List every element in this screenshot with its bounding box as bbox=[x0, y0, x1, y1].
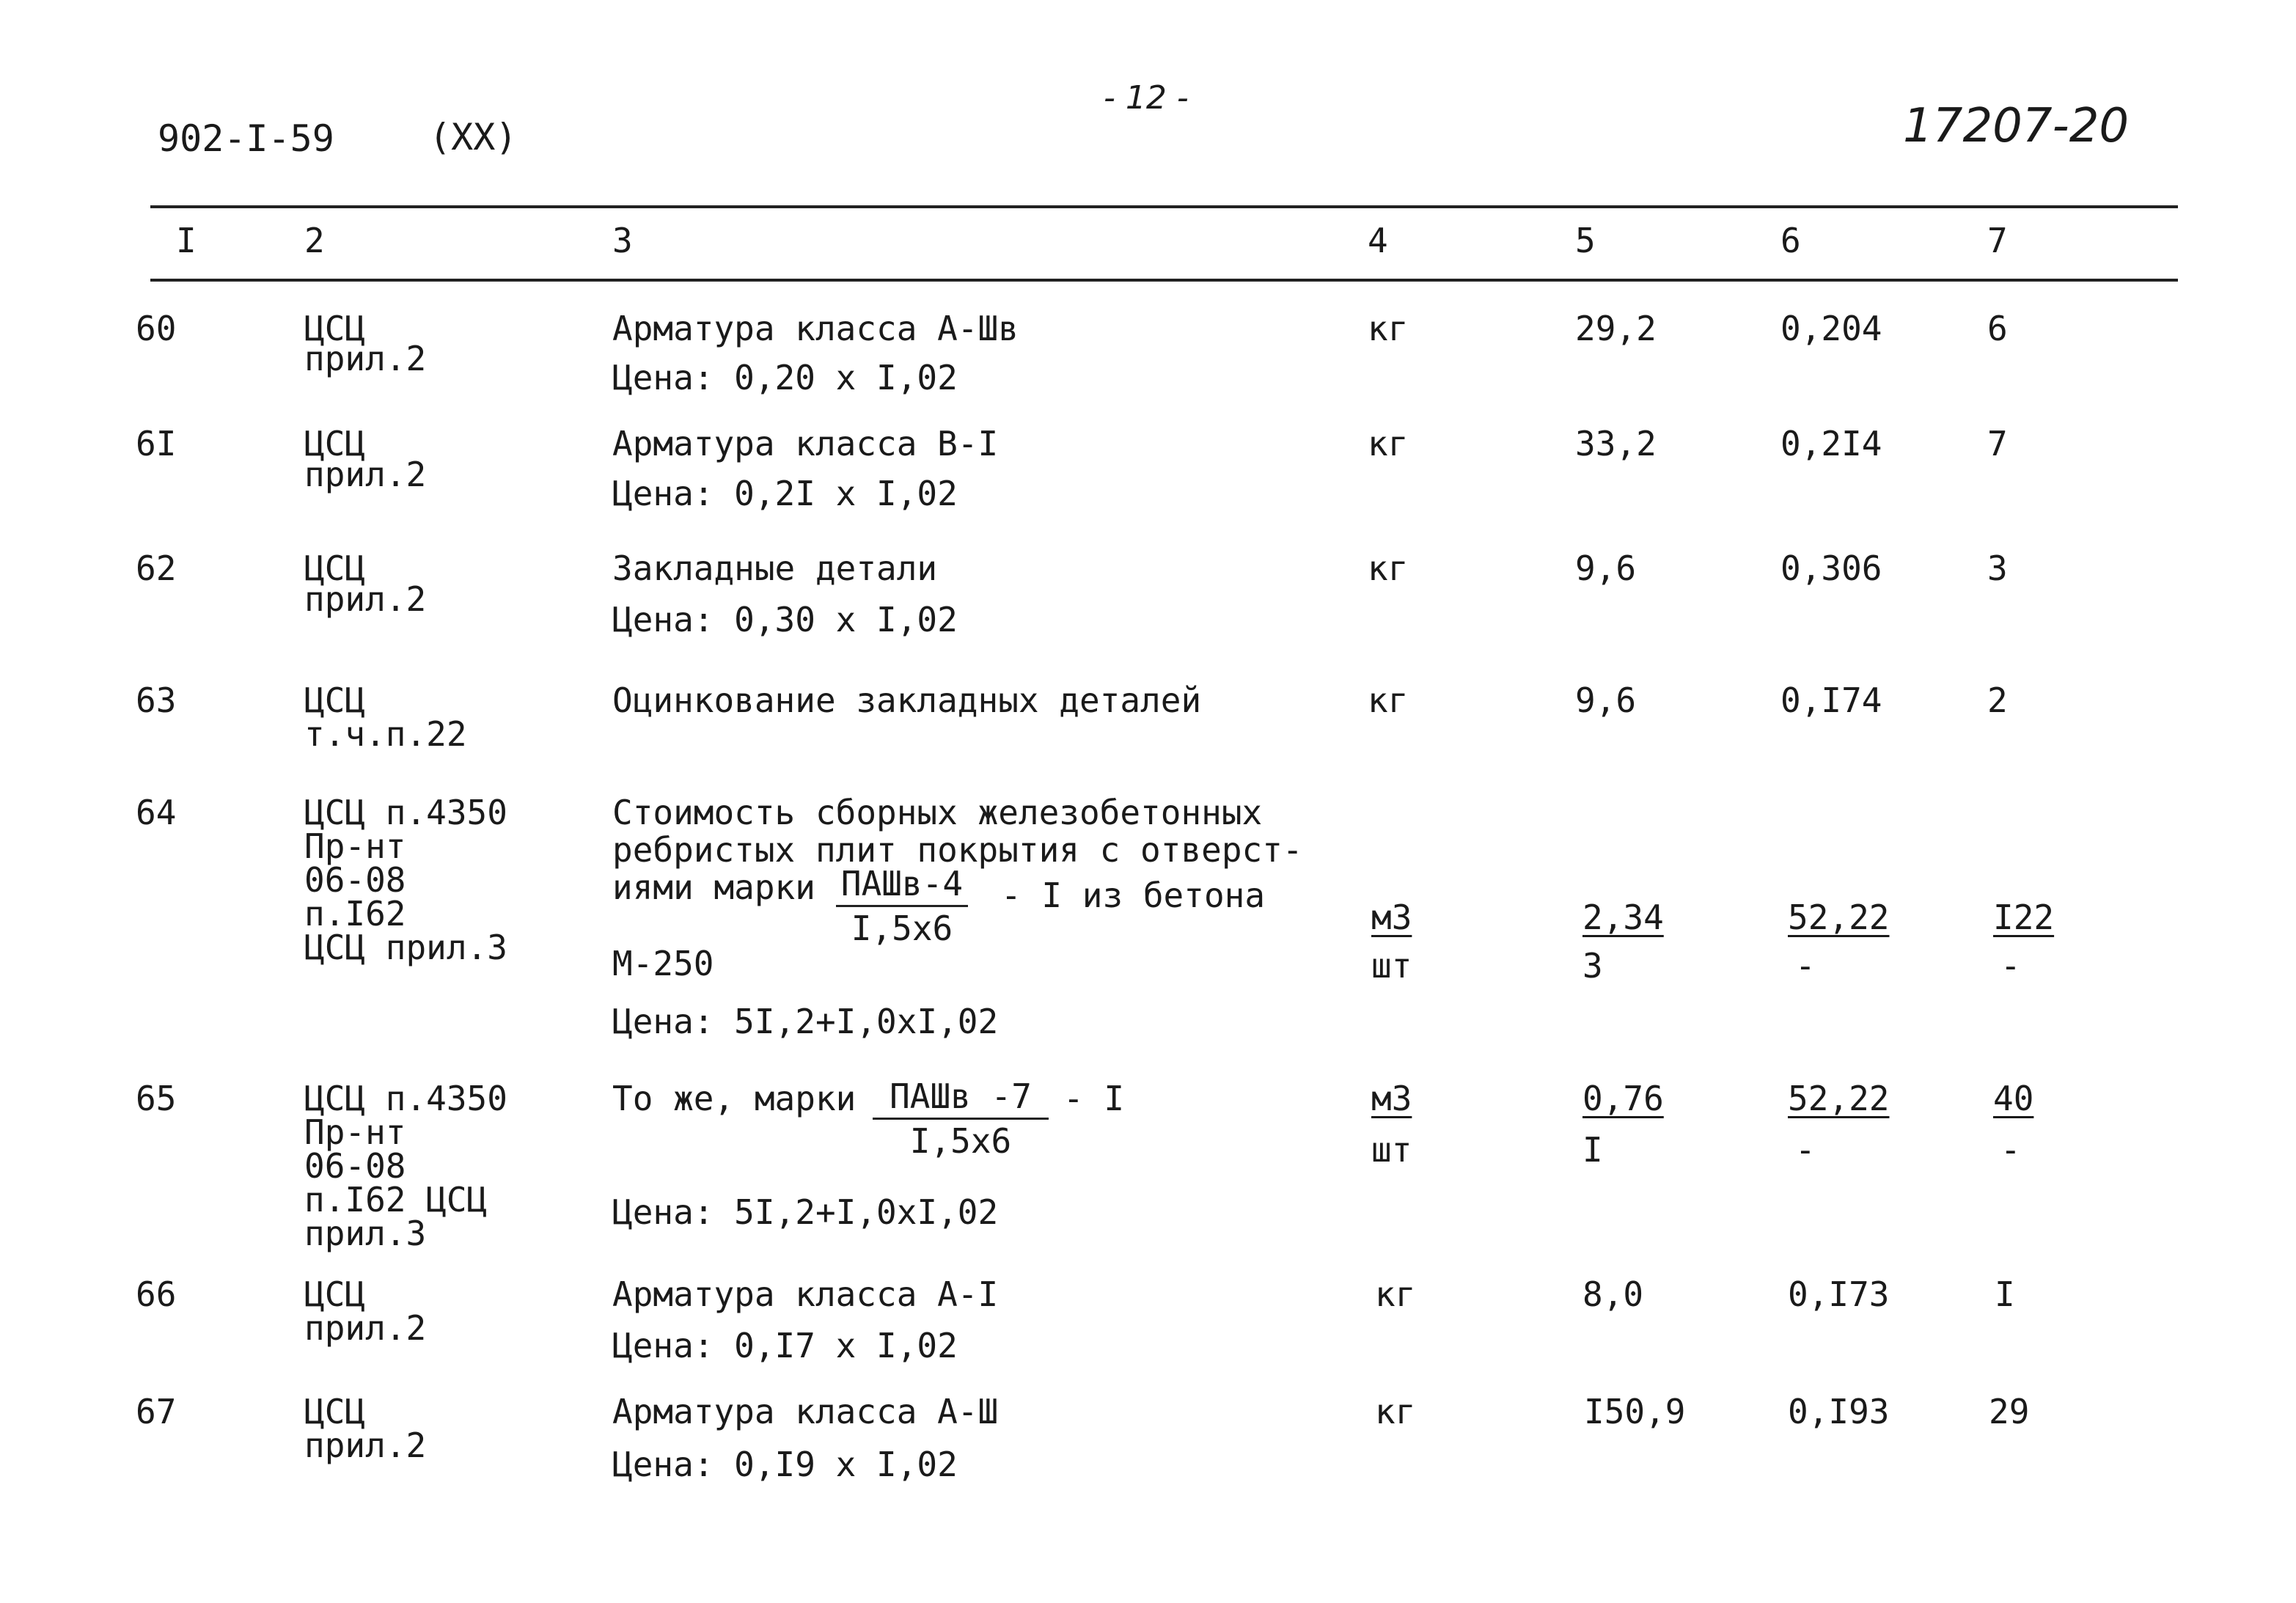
row-unit-cost: 0,306 bbox=[1780, 549, 1882, 588]
row-unit-cost-secondary: - bbox=[1795, 1130, 1816, 1170]
row-quantity-secondary: 3 bbox=[1582, 946, 1603, 986]
row-unit-cost: 52,22 bbox=[1788, 898, 1890, 937]
row-reference: ЦСЦ bbox=[304, 424, 366, 463]
row-total-secondary: - bbox=[2000, 946, 2021, 986]
row-reference-line5: ЦСЦ прил.3 bbox=[304, 928, 507, 967]
mark-denominator: I,5х6 bbox=[909, 1121, 1012, 1161]
row-reference-line2: прил.2 bbox=[304, 455, 427, 494]
row-price-formula: Цена: 5I,2+I,0хI,02 bbox=[612, 1002, 999, 1041]
row-description: Стоимость сборных железобетонных bbox=[612, 793, 1263, 832]
row-description-line3: иями марки bbox=[612, 867, 815, 907]
row-quantity: 8,0 bbox=[1582, 1274, 1644, 1314]
row-quantity: 29,2 bbox=[1575, 309, 1657, 348]
row-total: 6 bbox=[1987, 309, 2008, 348]
mark-numerator: ПАШв -7 bbox=[890, 1076, 1032, 1116]
row-unit: кг bbox=[1368, 309, 1409, 348]
column-header-2: 2 bbox=[304, 221, 325, 260]
header-top-rule bbox=[150, 205, 2178, 208]
row-number: 6I bbox=[136, 424, 177, 463]
row-quantity: 0,76 bbox=[1582, 1079, 1664, 1118]
row-unit-cost: 0,I93 bbox=[1788, 1392, 1890, 1431]
page-number: - 12 - bbox=[1104, 79, 1189, 117]
row-unit: кг bbox=[1368, 549, 1409, 588]
row-unit-cost: 52,22 bbox=[1788, 1079, 1890, 1118]
row-reference-line4: п.I62 bbox=[304, 894, 406, 933]
row-price-formula: Цена: 5I,2+I,0хI,02 bbox=[612, 1192, 999, 1232]
row-unit-secondary: шт bbox=[1371, 1130, 1412, 1170]
row-quantity: 9,6 bbox=[1575, 681, 1637, 720]
column-header-5: 5 bbox=[1575, 221, 1596, 260]
row-total: I22 bbox=[1993, 898, 2055, 937]
document-code: 902-I-59 bbox=[158, 117, 334, 160]
row-description: Арматура класса А-I bbox=[612, 1274, 999, 1314]
row-number: 62 bbox=[136, 549, 177, 588]
row-reference-line3: 06-08 bbox=[304, 860, 406, 900]
mark-fraction bbox=[873, 1076, 1049, 1161]
row-total: I bbox=[1995, 1274, 2015, 1314]
row-number: 66 bbox=[136, 1274, 177, 1314]
row-total: 3 bbox=[1987, 549, 2008, 588]
row-unit: кг bbox=[1368, 424, 1409, 463]
row-reference-line2: прил.2 bbox=[304, 1426, 427, 1465]
row-reference: ЦСЦ bbox=[304, 1274, 366, 1314]
row-description-tail: - I из бетона bbox=[1001, 876, 1266, 915]
concrete-grade: М-250 bbox=[612, 944, 714, 983]
row-description-line2: ребристых плит покрытия с отверст- bbox=[612, 830, 1303, 870]
row-unit-cost-secondary: - bbox=[1795, 946, 1816, 986]
row-description: То же, марки bbox=[612, 1079, 857, 1118]
column-header-1: I bbox=[176, 221, 197, 260]
row-reference: ЦСЦ bbox=[304, 549, 366, 588]
row-unit-cost: 0,204 bbox=[1780, 309, 1882, 348]
row-unit: м3 bbox=[1371, 898, 1412, 937]
column-header-6: 6 bbox=[1780, 221, 1801, 260]
row-quantity: I50,9 bbox=[1584, 1392, 1686, 1431]
row-number: 60 bbox=[136, 309, 177, 348]
archive-number: 17207-20 bbox=[1903, 99, 2130, 153]
row-price-formula: Цена: 0,20 х I,02 bbox=[612, 358, 958, 397]
row-reference-line2: прил.2 bbox=[304, 579, 427, 619]
fraction-bar bbox=[873, 1118, 1049, 1120]
row-reference-line2: Пр-нт bbox=[304, 1112, 406, 1152]
row-unit-cost: 0,2I4 bbox=[1780, 424, 1882, 463]
row-reference-line2: Пр-нт bbox=[304, 826, 406, 866]
row-reference: ЦСЦ bbox=[304, 309, 366, 348]
row-price-formula: Цена: 0,I7 х I,02 bbox=[612, 1326, 958, 1365]
row-description-tail: - I bbox=[1063, 1079, 1125, 1118]
row-quantity-secondary: I bbox=[1582, 1130, 1603, 1170]
row-reference-line2: прил.2 bbox=[304, 1308, 427, 1348]
row-total: 7 bbox=[1987, 424, 2008, 463]
row-unit-cost: 0,I74 bbox=[1780, 681, 1882, 720]
row-total-secondary: - bbox=[2000, 1130, 2021, 1170]
row-description: Арматура класса В-I bbox=[612, 424, 999, 463]
row-reference-line2: т.ч.п.22 bbox=[304, 714, 467, 754]
row-unit-cost: 0,I73 bbox=[1788, 1274, 1890, 1314]
fraction-bar bbox=[836, 905, 968, 907]
header-bottom-rule bbox=[150, 279, 2178, 282]
row-total: 40 bbox=[1993, 1079, 2034, 1118]
row-reference-line3: 06-08 bbox=[304, 1146, 406, 1186]
row-description: Оцинкование закладных деталей bbox=[612, 681, 1202, 720]
row-reference-line4: п.I62 ЦСЦ bbox=[304, 1180, 488, 1219]
mark-fraction bbox=[836, 864, 968, 948]
row-reference: ЦСЦ п.4350 bbox=[304, 1079, 507, 1118]
row-price-formula: Цена: 0,2I х I,02 bbox=[612, 474, 958, 513]
row-description: Закладные детали bbox=[612, 549, 938, 588]
row-description: Арматура класса А-Шв bbox=[612, 309, 1019, 348]
row-total: 29 bbox=[1989, 1392, 2030, 1431]
row-quantity: 9,6 bbox=[1575, 549, 1637, 588]
row-price-formula: Цена: 0,30 х I,02 bbox=[612, 600, 958, 639]
row-reference: ЦСЦ п.4350 bbox=[304, 793, 507, 832]
row-reference: ЦСЦ bbox=[304, 1392, 366, 1431]
row-total: 2 bbox=[1987, 681, 2008, 720]
row-reference-line5: прил.3 bbox=[304, 1214, 427, 1253]
row-number: 63 bbox=[136, 681, 177, 720]
row-unit: кг bbox=[1368, 681, 1409, 720]
row-number: 65 bbox=[136, 1079, 177, 1118]
row-number: 64 bbox=[136, 793, 177, 832]
row-unit: м3 bbox=[1371, 1079, 1412, 1118]
row-unit: кг bbox=[1375, 1392, 1416, 1431]
row-quantity: 2,34 bbox=[1582, 898, 1664, 937]
row-price-formula: Цена: 0,I9 х I,02 bbox=[612, 1445, 958, 1484]
mark-denominator: I,5х6 bbox=[851, 909, 953, 948]
row-unit-secondary: шт bbox=[1371, 946, 1412, 986]
row-quantity: 33,2 bbox=[1575, 424, 1657, 463]
column-header-4: 4 bbox=[1368, 221, 1388, 260]
row-reference: ЦСЦ bbox=[304, 681, 366, 720]
row-reference-line2: прил.2 bbox=[304, 339, 427, 378]
column-header-3: 3 bbox=[612, 221, 633, 260]
column-header-7: 7 bbox=[1987, 221, 2008, 260]
mark-numerator: ПАШв-4 bbox=[840, 864, 964, 903]
row-description: Арматура класса А-Ш bbox=[612, 1392, 999, 1431]
row-unit: кг bbox=[1375, 1274, 1416, 1314]
section-label: (XX) bbox=[429, 116, 518, 158]
row-number: 67 bbox=[136, 1392, 177, 1431]
